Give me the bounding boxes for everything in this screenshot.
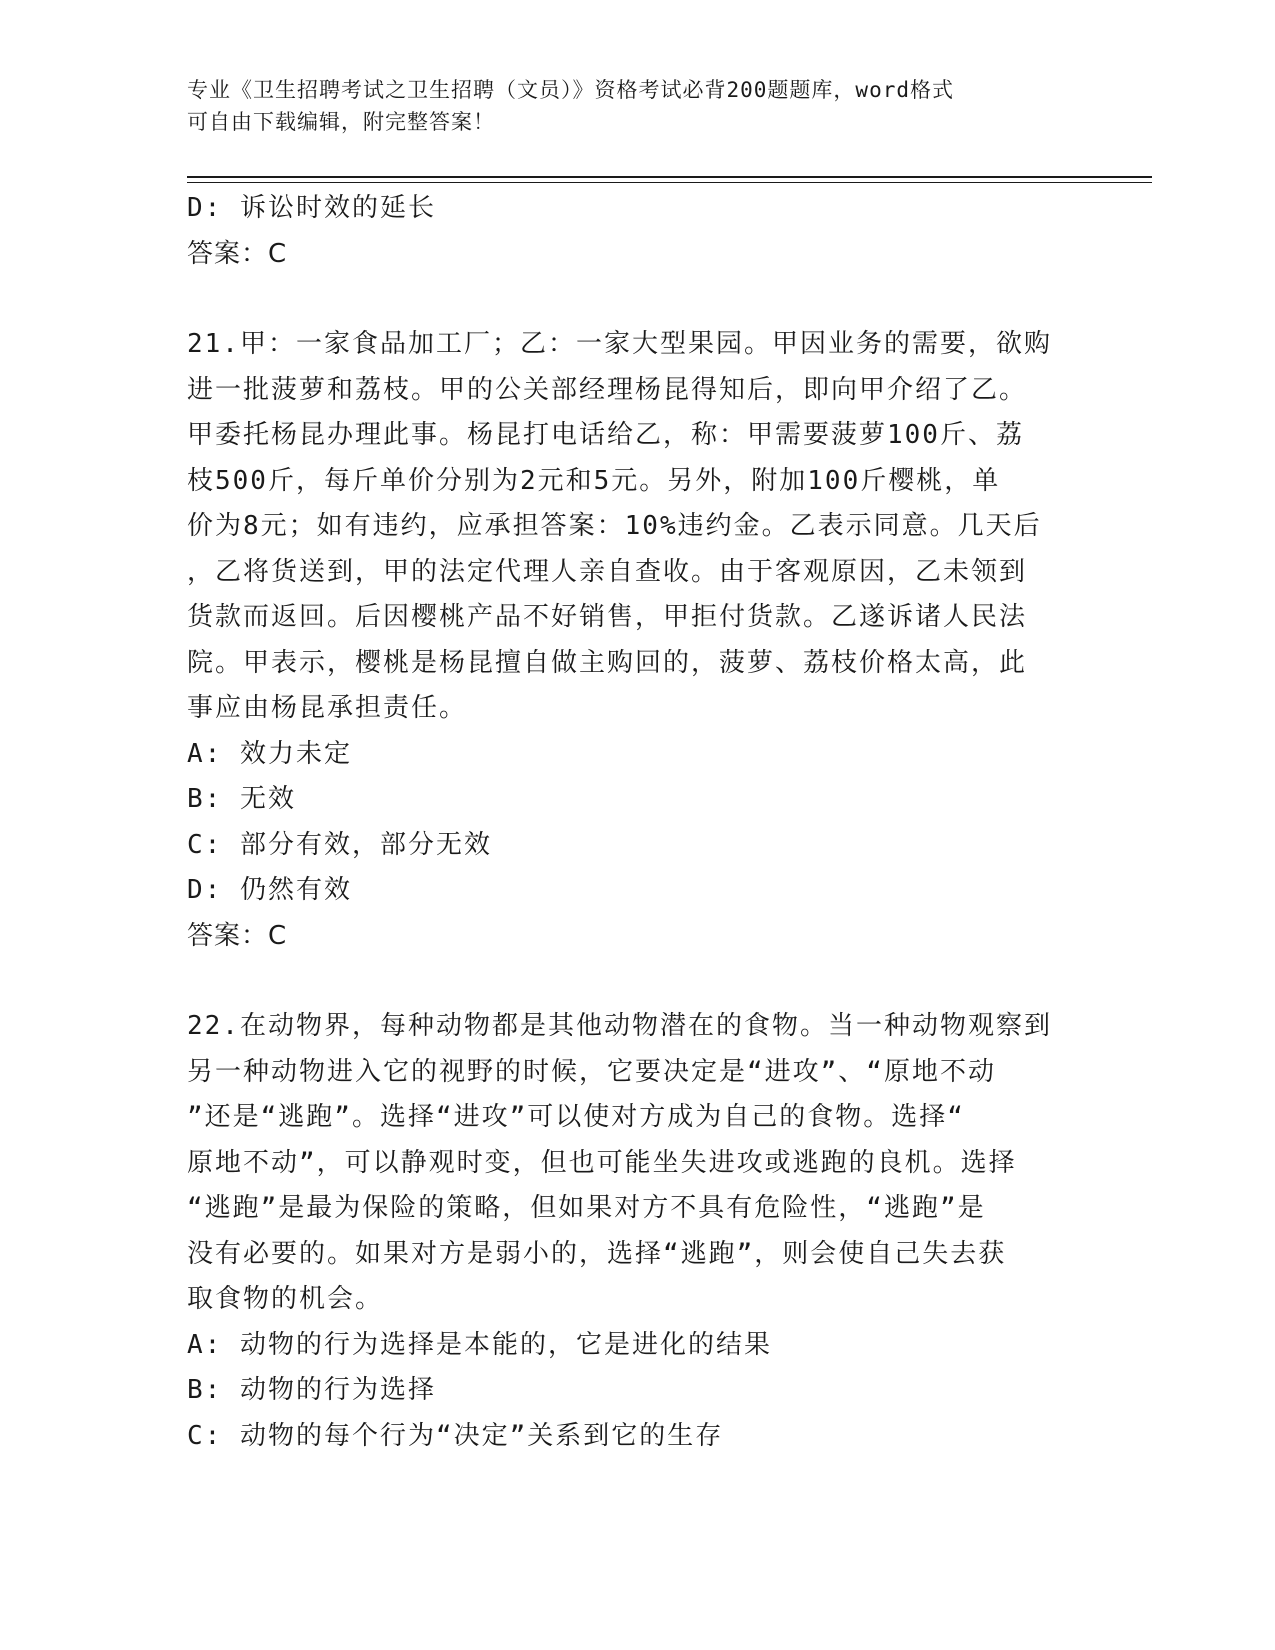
question-line: 取食物的机会。 xyxy=(187,1284,384,1314)
header-rule-thick xyxy=(187,176,1152,178)
header-rule-thin xyxy=(187,182,1152,183)
option-a: A: 动物的行为选择是本能的，它是进化的结果 xyxy=(187,1329,772,1360)
question-line: 22.在动物界，每种动物都是其他动物潜在的食物。当一种动物观察到 xyxy=(187,1011,1052,1041)
header-line-1: 专业《卫生招聘考试之卫生招聘（文员）》资格考试必背200题题库，word格式 xyxy=(187,78,954,102)
question-line: 事应由杨昆承担责任。 xyxy=(187,693,468,723)
question-line: 另一种动物进入它的视野的时候，它要决定是“进攻”、“原地不动 xyxy=(187,1056,996,1087)
question-line: 21.甲：一家食品加工厂；乙：一家大型果园。甲因业务的需要，欲购 xyxy=(187,329,1052,359)
spacer xyxy=(187,959,1087,1004)
question-22 xyxy=(187,1004,1087,1459)
option-b: B: 无效 xyxy=(187,784,296,814)
question-line: 院。甲表示，樱桃是杨昆擅自做主购回的，菠萝、荔枝价格太高，此 xyxy=(187,647,1028,678)
question-line: 进一批菠萝和荔枝。甲的公关部经理杨昆得知后，即向甲介绍了乙。 xyxy=(187,374,1028,405)
question-line: 货款而返回。后因樱桃产品不好销售，甲拒付货款。乙遂诉诸人民法 xyxy=(187,602,1028,632)
question-line: ，乙将货送到，甲的法定代理人亲自查收。由于客观原因，乙未领到 xyxy=(187,556,1028,587)
question-line: 没有必要的。如果对方是弱小的，选择“逃跑”，则会使自己失去获 xyxy=(187,1238,1007,1269)
option-b: B: 动物的行为选择 xyxy=(187,1375,436,1405)
option-c: C: 部分有效，部分无效 xyxy=(187,829,492,860)
question-line: ”还是“逃跑”。选择“进攻”可以使对方成为自己的食物。选择“ xyxy=(187,1102,965,1132)
option-c: C: 动物的每个行为“决定”关系到它的生存 xyxy=(187,1420,724,1451)
question-line: 价为8元；如有违约，应承担答案：10%违约金。乙表示同意。几天后 xyxy=(187,511,1042,541)
question-line: 枝500斤，每斤单价分别为2元和5元。另外，附加100斤樱桃，单 xyxy=(187,465,1001,496)
prev-answer: 答案：C xyxy=(187,238,288,269)
prev-option-d: D: 诉讼时效的延长 xyxy=(187,193,436,223)
answer-label: 答案：C xyxy=(187,920,288,951)
page-header xyxy=(187,74,1067,138)
option-a: A: 效力未定 xyxy=(187,738,352,769)
document-body xyxy=(187,186,1087,1459)
header-line-2: 可自由下载编辑，附完整答案！ xyxy=(187,110,495,134)
question-line: 原地不动”，可以静观时变，但也可能坐失进攻或逃跑的良机。选择 xyxy=(187,1147,1017,1178)
spacer xyxy=(187,277,1087,322)
question-21 xyxy=(187,322,1087,959)
question-line: “逃跑”是最为保险的策略，但如果对方不具有危险性，“逃跑”是 xyxy=(187,1193,986,1223)
question-line: 甲委托杨昆办理此事。杨昆打电话给乙，称：甲需要菠萝100斤、荔 xyxy=(187,420,1024,450)
option-d: D: 仍然有效 xyxy=(187,875,352,905)
